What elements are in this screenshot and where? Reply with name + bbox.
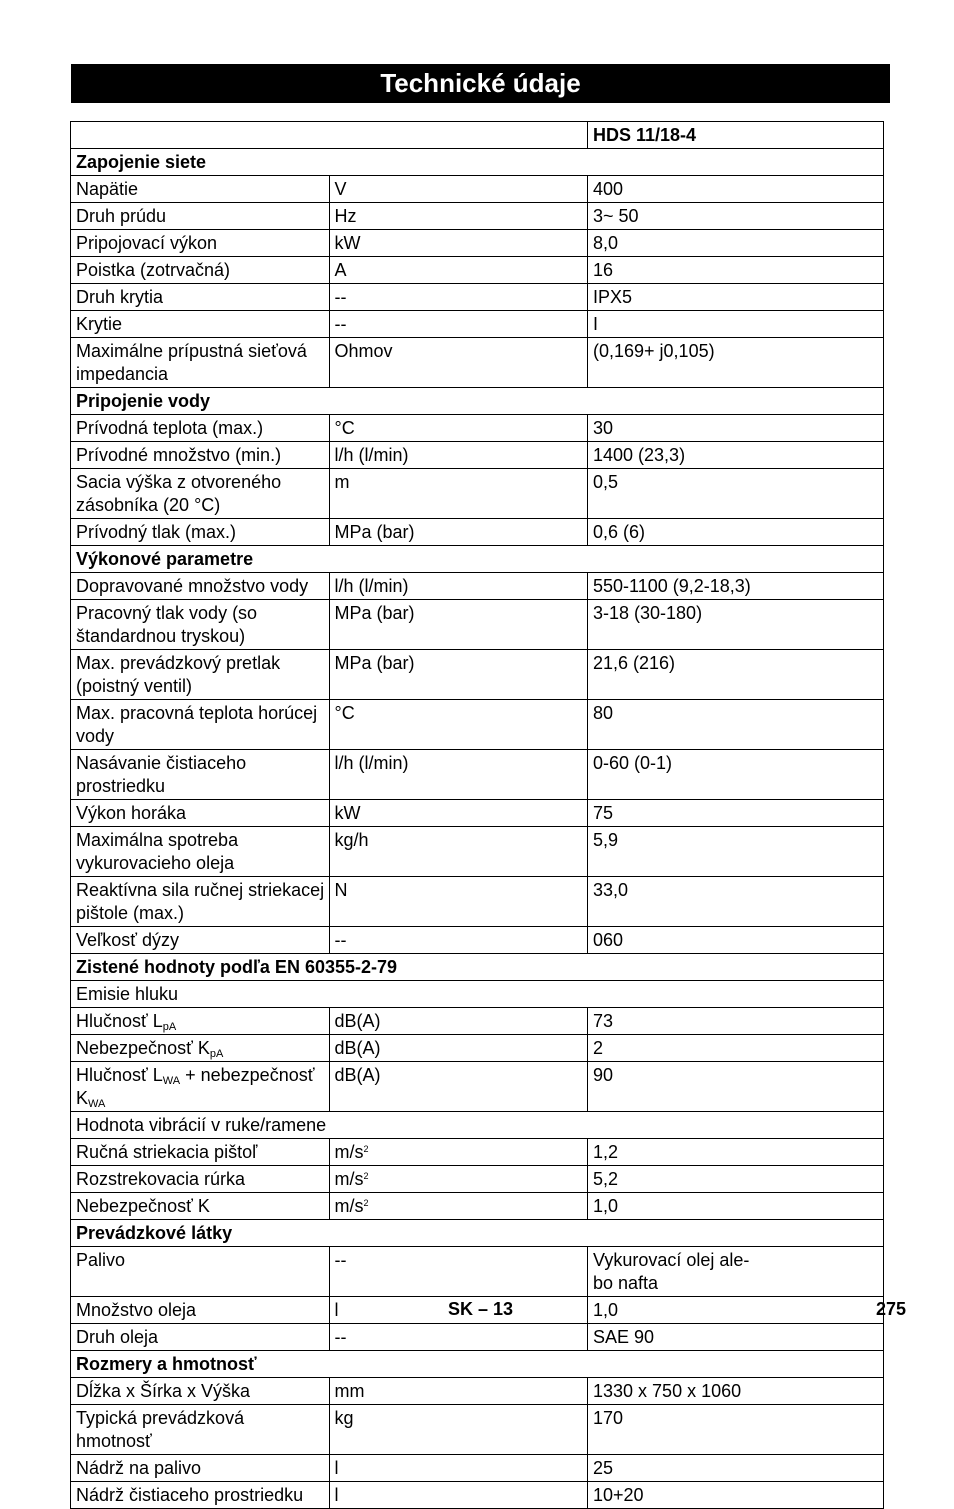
row-label-cell bbox=[71, 877, 330, 927]
row-unit-cell bbox=[329, 311, 588, 338]
row-value-cell bbox=[588, 442, 884, 469]
subheading-row bbox=[71, 981, 884, 1008]
row-label: Dopravované množstvo vody bbox=[76, 576, 309, 596]
row-label-cell bbox=[71, 1193, 330, 1220]
row-value: 10+20 bbox=[593, 1485, 644, 1505]
row-label-cell bbox=[71, 600, 330, 650]
row-value-cell bbox=[588, 1247, 884, 1297]
row-value-cell bbox=[588, 1193, 884, 1220]
row-label-cell bbox=[71, 415, 330, 442]
label-subscript: pA bbox=[209, 1048, 224, 1060]
section-heading: Zapojenie siete bbox=[71, 149, 884, 176]
row-value: 0-60 (0-1) bbox=[593, 753, 673, 773]
row-unit: V bbox=[334, 179, 347, 199]
row-value: 75 bbox=[593, 803, 614, 823]
section-heading-row bbox=[71, 388, 884, 415]
row-label-cell bbox=[71, 284, 330, 311]
row-label-cell bbox=[71, 1324, 330, 1351]
row-label-cell bbox=[71, 1378, 330, 1405]
row-label-cell bbox=[71, 1166, 330, 1193]
row-value: 73 bbox=[593, 1011, 614, 1031]
row-value-cell bbox=[588, 800, 884, 827]
row-unit: m/s bbox=[334, 1196, 364, 1216]
row-label: Max. prevádzkový pretlak (poistný ventil) bbox=[76, 653, 281, 696]
row-label: Napätie bbox=[76, 179, 139, 199]
row-label-cell bbox=[71, 311, 330, 338]
table-row bbox=[71, 1324, 884, 1351]
table-row bbox=[71, 442, 884, 469]
header-row bbox=[71, 122, 884, 149]
row-value-cell bbox=[588, 827, 884, 877]
row-value-cell bbox=[588, 1062, 884, 1112]
row-unit: -- bbox=[334, 930, 347, 950]
row-label-cell bbox=[71, 469, 330, 519]
table-row bbox=[71, 284, 884, 311]
row-unit-cell bbox=[329, 1482, 588, 1509]
table-row bbox=[71, 927, 884, 954]
row-label: Max. pracovná teplota horúcej vody bbox=[76, 703, 318, 746]
table-row bbox=[71, 1139, 884, 1166]
row-unit-cell bbox=[329, 284, 588, 311]
row-label-cell bbox=[71, 1455, 330, 1482]
row-label-cell bbox=[71, 927, 330, 954]
row-unit-cell bbox=[329, 519, 588, 546]
row-unit: l/h (l/min) bbox=[334, 576, 409, 596]
row-label-cell bbox=[71, 700, 330, 750]
row-label: Prívodná teplota (max.) bbox=[76, 418, 264, 438]
row-value-cell bbox=[588, 1324, 884, 1351]
row-value: 5,2 bbox=[593, 1169, 619, 1189]
row-unit: MPa (bar) bbox=[334, 603, 415, 623]
row-unit-cell bbox=[329, 442, 588, 469]
row-label: Sacia výška z otvoreného zásobníka (20 °C) bbox=[76, 472, 282, 515]
row-label: Nebezpečnosť K bbox=[76, 1038, 210, 1058]
row-label: Druh krytia bbox=[76, 287, 164, 307]
row-label: Ručná striekacia pištoľ bbox=[76, 1142, 258, 1162]
row-value-cell bbox=[588, 203, 884, 230]
row-value: 1,0 bbox=[593, 1196, 619, 1216]
row-value-cell bbox=[588, 650, 884, 700]
row-label: Výkon horáka bbox=[76, 803, 187, 823]
row-label-cell bbox=[71, 257, 330, 284]
table-row bbox=[71, 203, 884, 230]
row-label: Druh oleja bbox=[76, 1327, 159, 1347]
row-value: 060 bbox=[593, 930, 624, 950]
row-label: Nasávanie čistiaceho prostriedku bbox=[76, 753, 247, 796]
page-title-banner bbox=[71, 64, 890, 103]
row-label: Veľkosť dýzy bbox=[76, 930, 180, 950]
row-value-cell bbox=[588, 469, 884, 519]
row-unit: -- bbox=[334, 1327, 347, 1347]
label-subscript: WA bbox=[88, 1098, 106, 1110]
row-value: 25 bbox=[593, 1458, 614, 1478]
table-row bbox=[71, 800, 884, 827]
label-subscript: WA bbox=[162, 1075, 181, 1087]
row-value-cell bbox=[588, 415, 884, 442]
row-unit-cell bbox=[329, 1008, 588, 1035]
row-label: Hlučnosť L bbox=[76, 1011, 163, 1031]
row-value-cell bbox=[588, 700, 884, 750]
row-unit-cell bbox=[329, 650, 588, 700]
row-value: 3-18 (30-180) bbox=[593, 603, 703, 623]
row-label-cell bbox=[71, 650, 330, 700]
row-unit: -- bbox=[334, 1250, 347, 1270]
row-value-cell bbox=[588, 1378, 884, 1405]
row-unit-cell bbox=[329, 1166, 588, 1193]
row-value-cell bbox=[588, 1008, 884, 1035]
row-value-cell bbox=[588, 600, 884, 650]
row-unit-cell bbox=[329, 1247, 588, 1297]
row-unit: MPa (bar) bbox=[334, 522, 415, 542]
row-unit: MPa (bar) bbox=[334, 653, 415, 673]
table-row bbox=[71, 750, 884, 800]
table-row bbox=[71, 230, 884, 257]
table-row bbox=[71, 257, 884, 284]
row-unit-cell bbox=[329, 573, 588, 600]
row-value-cell bbox=[588, 573, 884, 600]
row-label: Hlučnosť L bbox=[76, 1065, 163, 1085]
section-heading: Zistené hodnoty podľa EN 60355-2-79 bbox=[71, 954, 884, 981]
table-row bbox=[71, 600, 884, 650]
table-row bbox=[71, 1035, 884, 1062]
row-label: Pripojovací výkon bbox=[76, 233, 218, 253]
row-value-cell bbox=[588, 1297, 884, 1324]
row-value-cell bbox=[588, 284, 884, 311]
row-unit-cell bbox=[329, 1378, 588, 1405]
row-label-cell bbox=[71, 1405, 330, 1455]
row-unit: l bbox=[334, 1300, 339, 1320]
section-heading-row bbox=[71, 954, 884, 981]
row-unit-cell bbox=[329, 877, 588, 927]
subheading-label: Hodnota vibrácií v ruke/ramene bbox=[71, 1112, 884, 1139]
row-label: Reaktívna sila ručnej striekacej pištole (max.) bbox=[76, 880, 325, 923]
row-label-cell bbox=[71, 203, 330, 230]
row-value-cell bbox=[588, 1035, 884, 1062]
row-value: 21,6 (216) bbox=[593, 653, 676, 673]
row-value-cell bbox=[588, 877, 884, 927]
row-value-cell bbox=[588, 311, 884, 338]
row-unit: mm bbox=[334, 1381, 365, 1401]
row-label: Poistka (zotrvačná) bbox=[76, 260, 231, 280]
row-value-continued: bo nafta bbox=[593, 1273, 659, 1293]
row-value: Vykurovací olej ale- bbox=[593, 1250, 750, 1270]
row-label-cell bbox=[71, 519, 330, 546]
page-title: Technické údaje bbox=[380, 68, 581, 98]
row-unit-cell bbox=[329, 600, 588, 650]
table-row bbox=[71, 700, 884, 750]
page-number: 275 bbox=[876, 1299, 907, 1319]
row-value: 400 bbox=[593, 179, 624, 199]
row-unit: m/s bbox=[334, 1142, 364, 1162]
row-unit-cell bbox=[329, 800, 588, 827]
table-row bbox=[71, 1482, 884, 1509]
row-value: 1330 x 750 x 1060 bbox=[593, 1381, 742, 1401]
table-row bbox=[71, 469, 884, 519]
table-row bbox=[71, 519, 884, 546]
row-label-cell bbox=[71, 1139, 330, 1166]
row-unit: kW bbox=[334, 803, 361, 823]
row-label-cell bbox=[71, 750, 330, 800]
row-unit-cell bbox=[329, 415, 588, 442]
subheading-row bbox=[71, 1112, 884, 1139]
table-row bbox=[71, 415, 884, 442]
row-label: Nebezpečnosť K bbox=[76, 1196, 210, 1216]
section-heading-row bbox=[71, 149, 884, 176]
row-unit-cell bbox=[329, 700, 588, 750]
row-value: 0,5 bbox=[593, 472, 619, 492]
table-row bbox=[71, 650, 884, 700]
row-unit-cell bbox=[329, 1455, 588, 1482]
row-unit: dB(A) bbox=[334, 1011, 381, 1031]
model-name: HDS 11/18-4 bbox=[588, 122, 884, 149]
page-section-label: SK – 13 bbox=[448, 1299, 514, 1319]
table-row bbox=[71, 573, 884, 600]
table-row bbox=[71, 1062, 884, 1112]
row-label: Nádrž na palivo bbox=[76, 1458, 202, 1478]
row-label: Palivo bbox=[76, 1250, 126, 1270]
row-value: 2 bbox=[593, 1038, 604, 1058]
row-label: Druh prúdu bbox=[76, 206, 167, 226]
row-value: 170 bbox=[593, 1408, 624, 1428]
row-label: Krytie bbox=[76, 314, 123, 334]
row-unit-cell bbox=[329, 1139, 588, 1166]
row-value: 90 bbox=[593, 1065, 614, 1085]
row-value: 1400 (23,3) bbox=[593, 445, 686, 465]
row-value-cell bbox=[588, 1405, 884, 1455]
row-label: Množstvo oleja bbox=[76, 1300, 197, 1320]
row-unit: dB(A) bbox=[334, 1065, 381, 1085]
row-value-cell bbox=[588, 1455, 884, 1482]
row-unit: l/h (l/min) bbox=[334, 445, 409, 465]
table-row bbox=[71, 1378, 884, 1405]
row-unit: l/h (l/min) bbox=[334, 753, 409, 773]
table-row bbox=[71, 338, 884, 388]
row-value: 33,0 bbox=[593, 880, 629, 900]
row-label-cell bbox=[71, 230, 330, 257]
row-value-cell bbox=[588, 230, 884, 257]
row-label: Prívodné množstvo (min.) bbox=[76, 445, 282, 465]
row-unit: l bbox=[334, 1458, 339, 1478]
row-unit: dB(A) bbox=[334, 1038, 381, 1058]
row-value: 3~ 50 bbox=[593, 206, 639, 226]
table-row bbox=[71, 1008, 884, 1035]
row-unit-cell bbox=[329, 927, 588, 954]
row-unit-cell bbox=[329, 203, 588, 230]
row-value-cell bbox=[588, 1139, 884, 1166]
row-value-cell bbox=[588, 176, 884, 203]
row-value: 5,9 bbox=[593, 830, 619, 850]
row-label: Pracovný tlak vody (so štandardnou tryskou) bbox=[76, 603, 258, 646]
section-heading-row bbox=[71, 1220, 884, 1247]
unit-superscript: 2 bbox=[363, 1144, 369, 1154]
row-unit: Hz bbox=[334, 206, 357, 226]
row-value-cell bbox=[588, 1166, 884, 1193]
row-label: Maximálna spotreba vykurovacieho oleja bbox=[76, 830, 239, 873]
row-unit: Ohmov bbox=[334, 341, 393, 361]
unit-superscript: 2 bbox=[363, 1171, 369, 1181]
row-value: 0,6 (6) bbox=[593, 522, 646, 542]
row-unit-cell bbox=[329, 338, 588, 388]
row-value: I bbox=[593, 314, 599, 334]
section-heading-row bbox=[71, 1351, 884, 1378]
table-row bbox=[71, 1193, 884, 1220]
row-unit: °C bbox=[334, 703, 355, 723]
row-label-cell bbox=[71, 800, 330, 827]
row-value-cell bbox=[588, 338, 884, 388]
row-unit-cell bbox=[329, 750, 588, 800]
table-row bbox=[71, 827, 884, 877]
table-row bbox=[71, 877, 884, 927]
table-row bbox=[71, 176, 884, 203]
row-unit: °C bbox=[334, 418, 355, 438]
row-label-cell bbox=[71, 176, 330, 203]
row-label: Nádrž čistiaceho prostriedku bbox=[76, 1485, 304, 1505]
row-label-continued: + nebezpečnosť K bbox=[76, 1065, 315, 1108]
row-value-cell bbox=[588, 519, 884, 546]
row-label-cell bbox=[71, 338, 330, 388]
row-unit: -- bbox=[334, 287, 347, 307]
row-unit-cell bbox=[329, 257, 588, 284]
row-unit-cell bbox=[329, 827, 588, 877]
table-row bbox=[71, 1455, 884, 1482]
row-label-cell bbox=[71, 1482, 330, 1509]
row-value: 550-1100 (9,2-18,3) bbox=[593, 576, 751, 596]
row-label: Typická prevádzková hmotnosť bbox=[76, 1408, 245, 1451]
row-unit-cell bbox=[329, 176, 588, 203]
row-unit-cell bbox=[329, 1324, 588, 1351]
header-empty-cell bbox=[71, 122, 588, 149]
row-value-cell bbox=[588, 927, 884, 954]
row-label: Rozstrekovacia rúrka bbox=[76, 1169, 246, 1189]
row-value: (0,169+ j0,105) bbox=[593, 341, 715, 361]
section-heading: Rozmery a hmotnosť bbox=[71, 1351, 884, 1378]
row-value-cell bbox=[588, 1482, 884, 1509]
row-unit-cell bbox=[329, 1193, 588, 1220]
unit-superscript: 2 bbox=[363, 1198, 369, 1208]
row-unit: l bbox=[334, 1485, 339, 1505]
section-heading: Výkonové parametre bbox=[71, 546, 884, 573]
row-value: 1,2 bbox=[593, 1142, 619, 1162]
row-value: 80 bbox=[593, 703, 614, 723]
row-unit: m bbox=[334, 472, 350, 492]
row-label-cell bbox=[71, 573, 330, 600]
row-label: Maximálne prípustná sieťová impedancia bbox=[76, 341, 307, 384]
row-label: Dĺžka x Šírka x Výška bbox=[76, 1381, 251, 1401]
section-heading: Prevádzkové látky bbox=[71, 1220, 884, 1247]
row-value: SAE 90 bbox=[593, 1327, 655, 1347]
row-label: Prívodný tlak (max.) bbox=[76, 522, 237, 542]
row-value: 1,0 bbox=[593, 1300, 619, 1320]
label-subscript: pA bbox=[162, 1021, 177, 1033]
row-label-cell bbox=[71, 827, 330, 877]
row-value: 30 bbox=[593, 418, 614, 438]
table-row bbox=[71, 1405, 884, 1455]
subheading-label: Emisie hluku bbox=[71, 981, 884, 1008]
row-unit-cell bbox=[329, 1035, 588, 1062]
row-value: 16 bbox=[593, 260, 614, 280]
row-unit-cell bbox=[329, 1405, 588, 1455]
row-value-cell bbox=[588, 750, 884, 800]
row-unit-cell bbox=[329, 1062, 588, 1112]
row-unit: A bbox=[334, 260, 347, 280]
row-value: IPX5 bbox=[593, 287, 633, 307]
row-label-cell bbox=[71, 1035, 330, 1062]
row-label-cell bbox=[71, 442, 330, 469]
section-heading: Pripojenie vody bbox=[71, 388, 884, 415]
row-unit: kg bbox=[334, 1408, 354, 1428]
table-row bbox=[71, 1247, 884, 1297]
row-unit: kW bbox=[334, 233, 361, 253]
row-unit-cell bbox=[329, 469, 588, 519]
row-label-cell bbox=[71, 1008, 330, 1035]
row-label-cell bbox=[71, 1247, 330, 1297]
table-row bbox=[71, 311, 884, 338]
table-row bbox=[71, 1166, 884, 1193]
row-label-cell bbox=[71, 1297, 330, 1324]
row-value-cell bbox=[588, 257, 884, 284]
row-unit: N bbox=[334, 880, 348, 900]
row-unit-cell bbox=[329, 230, 588, 257]
row-value: 8,0 bbox=[593, 233, 619, 253]
row-label-cell bbox=[71, 1062, 330, 1112]
row-unit: kg/h bbox=[334, 830, 369, 850]
row-unit: -- bbox=[334, 314, 347, 334]
section-heading-row bbox=[71, 546, 884, 573]
row-unit: m/s bbox=[334, 1169, 364, 1189]
